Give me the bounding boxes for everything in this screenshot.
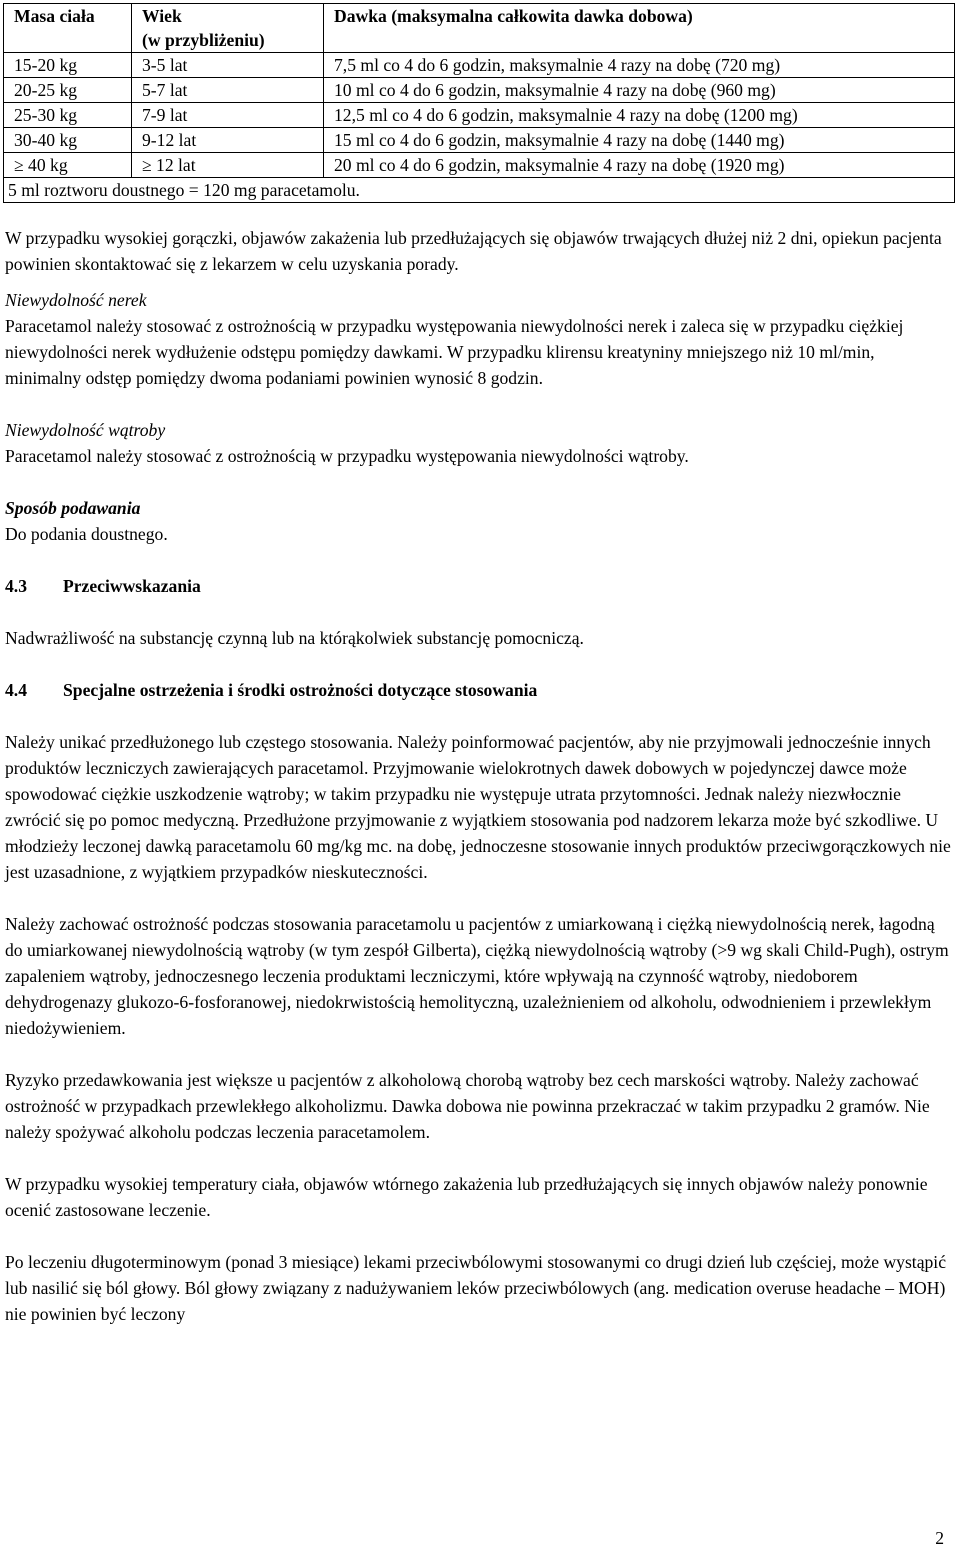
section-4-4-heading: [5, 677, 955, 703]
hepatic-paragraph: Paracetamol należy stosować z ostrożnością w przypadku występowania niewydolności wątroby.: [5, 446, 689, 466]
table-footnote-row: [4, 178, 955, 203]
header-cell: Wiek (w przybliżeniu): [132, 4, 324, 53]
table-cell: 15 ml co 4 do 6 godzin, maksymalnie 4 razy na dobę (1440 mg): [324, 128, 955, 153]
table-cell: 9-12 lat: [132, 128, 324, 153]
table-row: [4, 103, 955, 128]
table-row: [4, 128, 955, 153]
table-cell: 25-30 kg: [4, 103, 132, 128]
warnings-paragraph-2: Należy zachować ostrożność podczas stosowania paracetamolu u pacjentów z umiarkowaną i ciężką niewydolnością nerek, łagodną do umiarkowanej niewydolnością wątroby (w tym zespół Gilberta), ciężką niewydolnością wątroby (>9 wg skali Child-Pugh), ostrym zapaleniem wątroby, jednoczesnego leczenia produktami leczniczymi, które wpływają na czynność wątroby, niedoborem dehydrogenazy glukozo-6-fosforanowej, niedokrwistością hemolityczną, uzależnieniem od alkoholu, odwodnieniem i przewlekłym niedożywieniem.: [5, 914, 949, 1038]
hepatic-heading: Niewydolność wątroby: [5, 420, 166, 440]
fever-paragraph: W przypadku wysokiej gorączki, objawów zakażenia lub przedłużających się objawów trwających dłużej niż 2 dni, opiekun pacjenta powinien skontaktować się z lekarzem w celu uzyskania porady.: [5, 228, 942, 274]
warnings-paragraph-5: Po leczeniu długoterminowym (ponad 3 miesiące) lekami przeciwbólowymi stosowanymi co drugi dzień lub częściej, może wystąpić lub nasilić się ból głowy. Ból głowy związany z nadużywaniem leków przeciwbólowych (ang. medication overuse headache – MOH) nie powinien być leczony: [5, 1252, 946, 1324]
table-cell: 7,5 ml co 4 do 6 godzin, maksymalnie 4 razy na dobę (720 mg): [324, 53, 955, 78]
document-page: [5, 3, 955, 1327]
table-row: [4, 53, 955, 78]
warnings-paragraph-4: W przypadku wysokiej temperatury ciała, objawów wtórnego zakażenia lub przedłużających się innych objawów należy ponownie ocenić zastosowane leczenie.: [5, 1174, 928, 1220]
page-number: 2: [935, 1528, 944, 1548]
dosage-table: [3, 3, 955, 203]
table-cell: 15-20 kg: [4, 53, 132, 78]
renal-heading: Niewydolność nerek: [5, 290, 147, 310]
warnings-paragraph-1: Należy unikać przedłużonego lub częstego stosowania. Należy poinformować pacjentów, aby nie przyjmowali jednocześnie innych produktów leczniczych zawierających paracetamol. Przyjmowanie wielokrotnych dawek dobowych w pojedynczej dawce może spowodować ciężkie uszkodzenie wątroby; w takim przypadku nie występuje utrata przytomności. Jednak należy niezwłocznie zwrócić się po pomoc medyczną. Przedłużone przyjmowanie z wyjątkiem stosowania pod nadzorem lekarza może być szkodliwe. U młodzieży leczonej dawką paracetamolu 60 mg/kg mc. na dobę, jednoczesne stosowanie innych produktów przeciwgorączkowych nie jest uzasadnione, z wyjątkiem przypadków nieskuteczności.: [5, 732, 951, 882]
table-row: [4, 78, 955, 103]
table-cell: 20-25 kg: [4, 78, 132, 103]
table-cell: 3-5 lat: [132, 53, 324, 78]
table-footnote: 5 ml roztworu doustnego = 120 mg paracetamolu.: [4, 178, 955, 203]
table-cell: 12,5 ml co 4 do 6 godzin, maksymalnie 4 razy na dobę (1200 mg): [324, 103, 955, 128]
table-cell: 30-40 kg: [4, 128, 132, 153]
header-cell: Dawka (maksymalna całkowita dawka dobowa): [324, 4, 955, 53]
table-cell: 10 ml co 4 do 6 godzin, maksymalnie 4 razy na dobę (960 mg): [324, 78, 955, 103]
section-4-3-heading: [5, 573, 955, 599]
table-header-row: [4, 4, 955, 53]
table-cell: ≥ 12 lat: [132, 153, 324, 178]
section-title: Specjalne ostrzeżenia i środki ostrożności dotyczące stosowania: [63, 680, 538, 700]
table-cell: 7-9 lat: [132, 103, 324, 128]
section-number: 4.4: [5, 680, 27, 700]
contraindications-paragraph: Nadwrażliwość na substancję czynną lub na którąkolwiek substancję pomocniczą.: [5, 628, 584, 648]
table-body: [4, 53, 955, 203]
header-cell: Masa ciała: [4, 4, 132, 53]
section-number: 4.3: [5, 576, 27, 596]
table-cell: ≥ 40 kg: [4, 153, 132, 178]
section-title: Przeciwwskazania: [63, 576, 201, 596]
renal-paragraph: Paracetamol należy stosować z ostrożnością w przypadku występowania niewydolności nerek i zaleca się w przypadku ciężkiej niewydolności nerek wydłużenie odstępu pomiędzy dawkami. W przypadku klirensu kreatyniny mniejszego niż 10 ml/min, minimalny odstęp pomiędzy dwoma podaniami powinien wynosić 8 godzin.: [5, 316, 904, 388]
administration-heading: Sposób podawania: [5, 498, 141, 518]
warnings-paragraph-3: Ryzyko przedawkowania jest większe u pacjentów z alkoholową chorobą wątroby bez cech marskości wątroby. Należy zachować ostrożność w przypadkach przewlekłego alkoholizmu. Dawka dobowa nie powinna przekraczać w takim przypadku 2 gramów. Nie należy spożywać alkoholu podczas leczenia paracetamolem.: [5, 1070, 930, 1142]
administration-paragraph: Do podania doustnego.: [5, 524, 168, 544]
table-cell: 20 ml co 4 do 6 godzin, maksymalnie 4 razy na dobę (1920 mg): [324, 153, 955, 178]
table-row: [4, 153, 955, 178]
table-cell: 5-7 lat: [132, 78, 324, 103]
